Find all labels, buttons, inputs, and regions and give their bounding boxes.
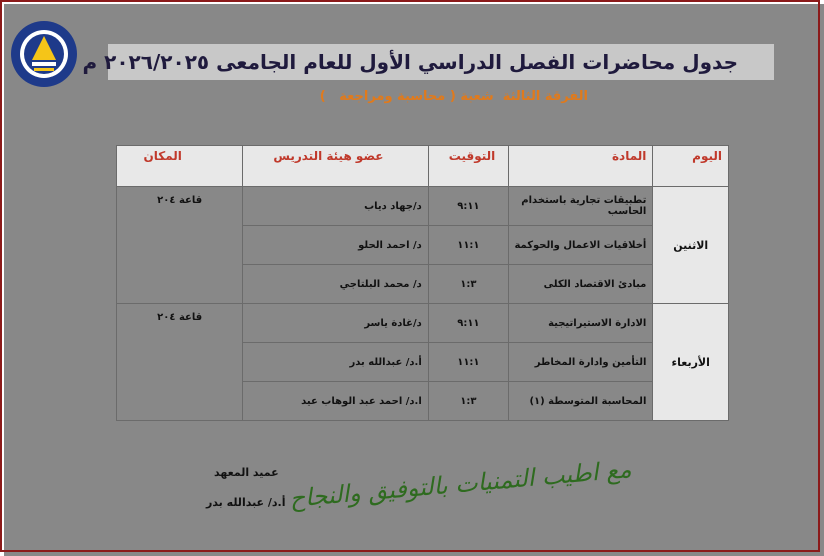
header-time: التوقيت xyxy=(428,146,508,187)
table-row xyxy=(117,187,729,226)
teacher-cell: د/جهاد دياب xyxy=(243,187,428,226)
header-place: المكان xyxy=(117,146,243,187)
schedule-table xyxy=(116,145,729,421)
time-cell: ١١:١ xyxy=(428,226,508,265)
time-cell: ١:٣ xyxy=(428,382,508,421)
institute-logo-icon xyxy=(10,20,78,88)
subject-cell: تطبيقات تجارية باستخدام الحاسب xyxy=(509,187,653,226)
teacher-cell: أ.د/ عبدالله بدر xyxy=(243,343,428,382)
teacher-cell: د/غادة ياسر xyxy=(243,304,428,343)
time-cell: ١:٣ xyxy=(428,265,508,304)
teacher-cell: ا.د/ احمد عبد الوهاب عيد xyxy=(243,382,428,421)
table-header-row xyxy=(117,146,729,187)
time-cell: ٩:١١ xyxy=(428,187,508,226)
subject-cell: المحاسبة المتوسطة (١) xyxy=(509,382,653,421)
time-cell: ٩:١١ xyxy=(428,304,508,343)
header-teacher: عضو هيئة التدريس xyxy=(243,146,428,187)
time-cell: ١١:١ xyxy=(428,343,508,382)
day-cell: الأربعاء xyxy=(653,304,729,421)
subject-cell: الادارة الاستيراتيجية xyxy=(509,304,653,343)
header-subject: المادة xyxy=(509,146,653,187)
subject-cell: التأمين وادارة المخاطر xyxy=(509,343,653,382)
page-title: جدول محاضرات الفصل الدراسي الأول للعام الجامعى ٢٠٢٦/٢٠٢٥ م xyxy=(82,50,738,74)
header-day: اليوم xyxy=(653,146,729,187)
room-cell: قاعة ٢٠٤ xyxy=(117,187,243,304)
closing-wish: مع اطيب التمنيات بالتوفيق والنجاح xyxy=(288,455,633,513)
room-cell: قاعة ٢٠٤ xyxy=(117,304,243,421)
title-bar xyxy=(82,44,774,80)
dean-title: عميد المعهد xyxy=(214,466,279,479)
subject-cell: مبادئ الاقتصاد الكلى xyxy=(509,265,653,304)
dean-name: أ.د/ عبدالله بدر xyxy=(206,496,286,509)
teacher-cell: د/ احمد الحلو xyxy=(243,226,428,265)
table-row xyxy=(117,304,729,343)
page-subtitle: الفرقة الثالثة شعبة ( محاسبة ومراجعة ) xyxy=(319,89,588,104)
teacher-cell: د/ محمد البلتاجي xyxy=(243,265,428,304)
day-cell: الاثنين xyxy=(653,187,729,304)
subject-cell: أخلاقيات الاعمال والحوكمة xyxy=(509,226,653,265)
